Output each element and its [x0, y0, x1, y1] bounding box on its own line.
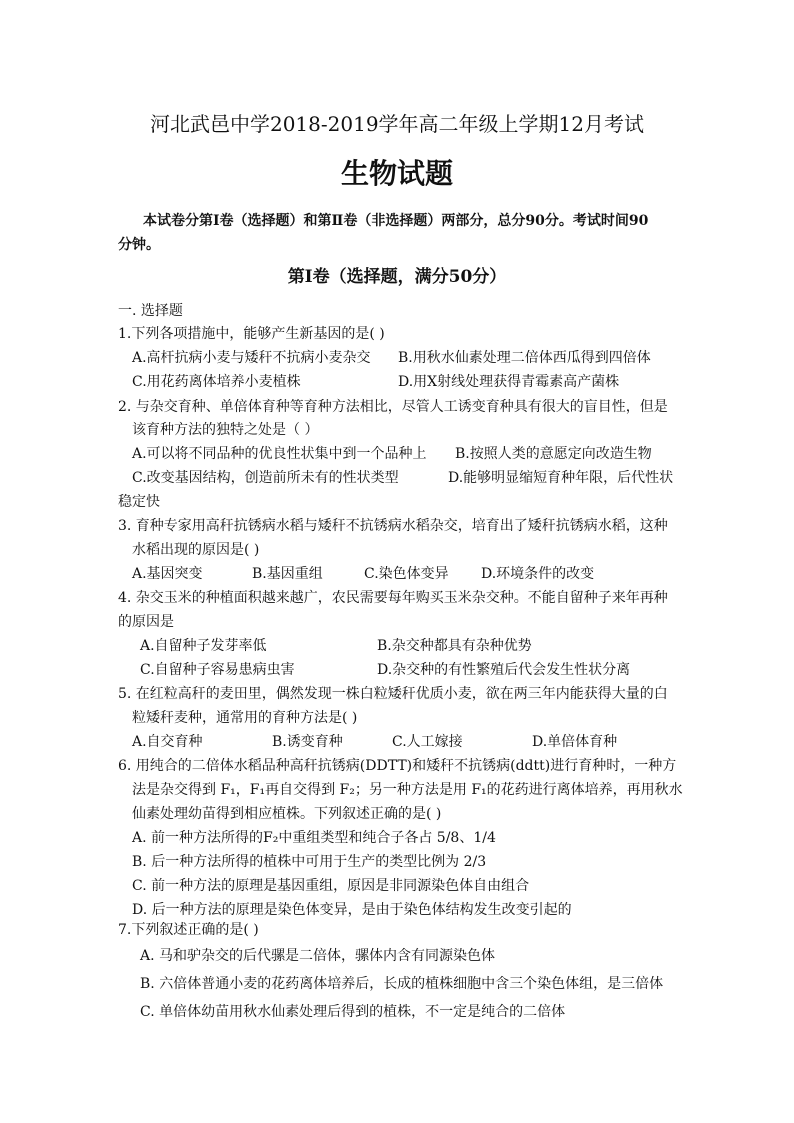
q5-stem-line-2: 粒矮秆麦种，通常用的育种方法是( ) — [132, 710, 358, 726]
page-title: 生物试题 — [340, 157, 453, 190]
q4-option-d: D.杂交种的有性繁殖后代会发生性状分离 — [377, 662, 631, 678]
q2-option-d: D.能够明显缩短育种年限，后代性状 — [448, 470, 674, 486]
q7-option-a: A. 马和驴杂交的后代骡是二倍体，骡体内含有同源染色体 — [140, 948, 496, 964]
q7-option-c: C. 单倍体幼苗用秋水仙素处理后得到的植株，不一定是纯合的二倍体 — [140, 1004, 566, 1020]
q6-stem-line-3: 仙素处理幼苗得到相应植株。下列叙述正确的是( ) — [132, 806, 442, 822]
q1-option-d: D.用X射线处理获得青霉素高产菌株 — [398, 374, 620, 390]
q3-option-b: B.基因重组 — [252, 566, 323, 582]
q5-option-d: D.单倍体育种 — [532, 734, 618, 750]
q5-option-b: B.诱变育种 — [272, 734, 343, 750]
q4-option-a: A.自留种子发芽率低 — [140, 638, 267, 654]
q2-stem-line-2: 该育种方法的独特之处是（ ） — [132, 422, 319, 438]
q1-stem: 1.下列各项措施中，能够产生新基因的是( ) — [118, 326, 385, 342]
part-label: 一. 选择题 — [118, 303, 183, 319]
q3-option-d: D.环境条件的改变 — [481, 566, 595, 582]
q6-stem-line-1: 6. 用纯合的二倍体水稻品种高秆抗锈病(DDTT)和矮秆不抗锈病(ddtt)进行育种时，一种方 — [118, 758, 677, 774]
q3-option-a: A.基因突变 — [132, 566, 203, 582]
q5-stem-line-1: 5. 在红粒高秆的麦田里，偶然发现一株白粒矮秆优质小麦，欲在两三年内能获得大量的白 — [118, 686, 668, 702]
q6-option-b: B. 后一种方法所得的植株中可用于生产的类型比例为 2/3 — [132, 854, 487, 870]
q3-stem-line-2: 水稻出现的原因是( ) — [132, 542, 260, 558]
q6-stem-line-2: 法是杂交得到 F₁，F₁再自交得到 F₂；另一种方法是用 F₁的花药进行离体培养，再用秋水 — [132, 782, 683, 798]
intro-line-1: 本试卷分第Ⅰ卷（选择题）和第Ⅱ卷（非选择题）两部分，总分90分。考试时间90 — [143, 213, 649, 229]
q2-stem-line-1: 2. 与杂交育种、单倍体育种等育种方法相比，尽管人工诱变育种具有很大的盲目性，但是 — [118, 399, 668, 415]
q3-stem-line-1: 3. 育种专家用高秆抗锈病水稻与矮秆不抗锈病水稻杂交，培育出了矮秆抗锈病水稻，这种 — [118, 518, 668, 534]
q4-stem-line-2: 的原因是 — [118, 614, 174, 630]
q6-option-a: A. 前一种方法所得的F₂中重组类型和纯合子各占 5/8、1/4 — [132, 830, 496, 846]
exam-header: 河北武邑中学2018-2019学年高二年级上学期12月考试 — [149, 112, 644, 136]
q3-option-c: C.染色体变异 — [364, 566, 449, 582]
q6-option-c: C. 前一种方法的原理是基因重组，原因是非同源染色体自由组合 — [132, 878, 530, 894]
q4-option-b: B.杂交种都具有杂种优势 — [377, 638, 532, 654]
q5-option-a: A.自交育种 — [132, 734, 203, 750]
intro-line-2: 分钟。 — [118, 237, 160, 253]
q2-option-d-continued: 稳定快 — [118, 494, 160, 510]
q7-option-b: B. 六倍体普通小麦的花药离体培养后，长成的植株细胞中含三个染色体组，是三倍体 — [140, 976, 664, 992]
q7-stem: 7.下列叙述正确的是( ) — [118, 922, 259, 938]
q1-option-a: A.高杆抗病小麦与矮秆不抗病小麦杂交 — [132, 350, 371, 366]
q4-stem-line-1: 4. 杂交玉米的种植面积越来越广，农民需要每年购买玉米杂交种。不能自留种子来年再种 — [118, 590, 668, 606]
q2-option-b: B.按照人类的意愿定向改造生物 — [455, 446, 652, 462]
q1-option-b: B.用秋水仙素处理二倍体西瓜得到四倍体 — [398, 350, 651, 366]
q6-option-d: D. 后一种方法的原理是染色体变异，是由于染色体结构发生改变引起的 — [132, 902, 572, 918]
q2-option-c: C.改变基因结构，创造前所未有的性状类型 — [132, 470, 399, 486]
q5-option-c: C.人工嫁接 — [392, 734, 463, 750]
section-title: 第Ⅰ卷（选择题，满分50分） — [287, 267, 507, 287]
q2-option-a: A.可以将不同品种的优良性状集中到一个品种上 — [132, 446, 427, 462]
q4-option-c: C.自留种子容易患病虫害 — [140, 662, 295, 678]
q1-option-c: C.用花药离体培养小麦植株 — [132, 374, 301, 390]
